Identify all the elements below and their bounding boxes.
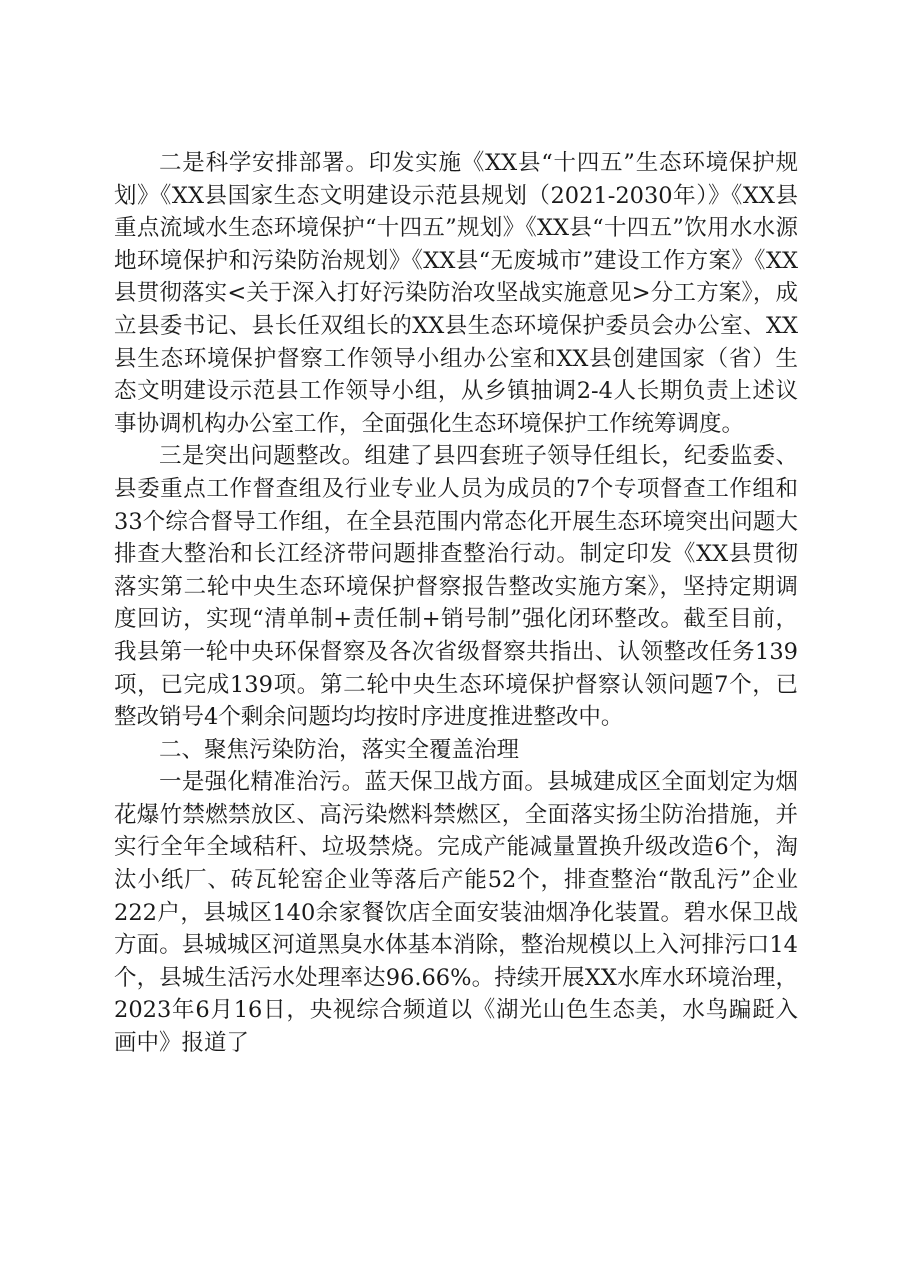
paragraph-deployment: 二是科学安排部署。印发实施《XX县“十四五”生态环境保护规划》《XX县国家生态文明建设示范县规划（2021-2030年）》《XX县重点流域水生态环境保护“十四五”规划》《XX县“十四五”饮用水水源地环境保护和污染防治规划》《XX县“无废城市”建设工作方案》《XX县贯彻落实<关于深入打好污染防治攻坚战实施意见>分工方案》，成立县委书记、县长任双组长的XX县生态环境保护委员会办公室、XX县生态环境保护督察工作领导小组办公室和XX县创建国家（省）生态文明建设示范县工作领导小组，从乡镇抽调2-4人长期负责上述议事协调机构办公室工作，全面强化生态环境保护工作统筹调度。 [114,150,798,437]
paragraph-rectification: 三是突出问题整改。组建了县四套班子领导任组长，纪委监委、县委重点工作督查组及行业专业人员为成员的7个专项督查工作组和33个综合督导工作组，在全县范围内常态化开展生态环境突出问题大排查大整治和长江经济带问题排查整治行动。制定印发《XX县贯彻落实第二轮中央生态环境保护督察报告整改实施方案》，坚持定期调度回访，实现“清单制+责任制+销号制”强化闭环整改。截至目前，我县第一轮中央环保督察及各次省级督察共指出、认领整改任务139项，已完成139项。第二轮中央生态环境保护督察认领问题7个，已整改销号4个剩余问题均均按时序进度推进整改中。 [114,443,798,731]
section-heading: 二、聚焦污染防治，落实全覆盖治理 [159,736,520,763]
paragraph-pollution-control: 一是强化精准治污。蓝天保卫战方面。县城建成区全面划定为烟花爆竹禁燃禁放区、高污染燃料禁燃区，全面落实扬尘防治措施，并实行全年全域秸秆、垃圾禁烧。完成产能减量置换升级改造6个，淘汰小纸厂、砖瓦轮窑企业等落后产能52个，排查整治“散乱污”企业222户，县城区140余家餐饮店全面安装油烟净化装置。碧水保卫战方面。县城城区河道黑臭水体基本消除，整治规模以上入河排污口14个，县城生活污水处理率达96.66%。持续开展XX水库水环境治理，2023年6月16日，央视综合频道以《湖光山色生态美，水鸟蹁跹入画中》报道了 [114,769,798,1057]
document-body [114,147,798,1060]
